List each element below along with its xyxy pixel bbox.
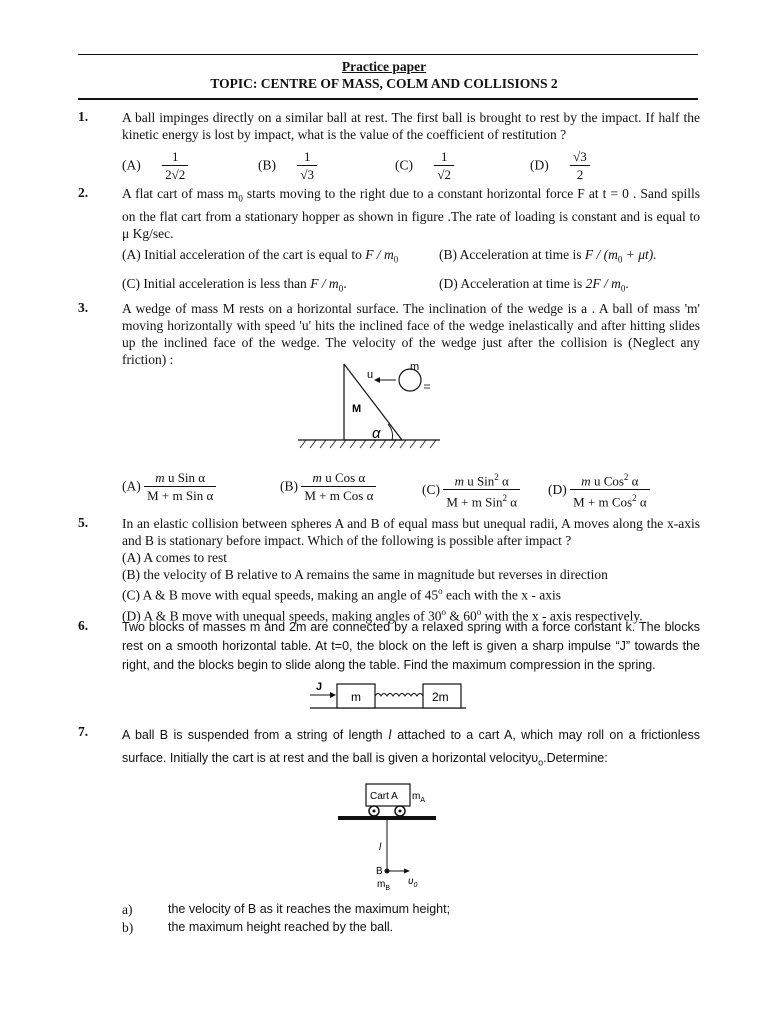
question-text: A wedge of mass M rests on a horizontal surface. The inclination of the wedge is a . A ball of mass 'm' moving horizontally with speed 'u' hits the inclined face of the wedge inelastically and after hitting slides up the inclined face of the wedge. The velocity of the wedge just after the collision is (Neglect any friction) : bbox=[122, 301, 700, 367]
question-stem: In an elastic collision between spheres A and B of equal mass but unequal radii, A moves along the x-axis and B is stationary before impact. Which of the following is possible after impact ? bbox=[122, 516, 700, 548]
text-part: A ball B is suspended from a string of length bbox=[122, 728, 383, 742]
math: α bbox=[498, 473, 509, 489]
question-number: 1. bbox=[78, 109, 89, 124]
superscript: 2 bbox=[502, 493, 507, 504]
option-c: (C) Initial acceleration is less than F / $m_0$. bbox=[122, 276, 347, 294]
option-d: (D) Acceleration at time is $2F / m_0$. bbox=[439, 276, 629, 294]
option-label: (B) bbox=[280, 478, 298, 494]
math: m bbox=[155, 470, 165, 485]
fraction-denominator: 2 bbox=[576, 167, 584, 182]
text-part: attached to a cart A, which may roll on a frictionless surface. Initially the cart is at rest and the ball is given a horizontal velocity bbox=[122, 728, 700, 765]
question-text bbox=[122, 185, 700, 242]
option-label: (A) bbox=[122, 157, 141, 173]
option-text: (B) Acceleration at time is bbox=[439, 247, 582, 262]
subscript: 0 bbox=[338, 283, 344, 294]
option-a: (A) A comes to rest bbox=[122, 550, 227, 565]
option bbox=[530, 148, 590, 183]
ball-label: B bbox=[376, 866, 383, 877]
subscript: 0 bbox=[238, 193, 243, 204]
question-number: 2. bbox=[78, 185, 89, 200]
option bbox=[548, 469, 650, 511]
impulse-label: J bbox=[316, 681, 323, 693]
math: u Cos bbox=[590, 473, 624, 489]
option-label: (C) bbox=[422, 481, 440, 497]
superscript: 2 bbox=[494, 472, 499, 482]
subscript: 0 bbox=[620, 283, 626, 294]
fraction-denominator: M + m Sin α bbox=[147, 488, 214, 503]
question-number: 6. bbox=[78, 618, 89, 633]
option-label: (C) bbox=[395, 157, 413, 173]
math: υ bbox=[531, 751, 539, 765]
fraction-numerator: 1 bbox=[434, 148, 454, 166]
subscript: o bbox=[538, 757, 544, 768]
cart-label: Cart A bbox=[370, 791, 398, 802]
math: M + m Cos bbox=[573, 494, 633, 510]
option-c bbox=[122, 583, 700, 604]
math: F / m bbox=[365, 247, 394, 262]
superscript: o bbox=[441, 606, 446, 617]
superscript: 2 bbox=[632, 493, 637, 504]
math: l bbox=[387, 728, 392, 743]
math: m bbox=[581, 473, 591, 489]
math: m bbox=[454, 473, 464, 489]
question-number: 5. bbox=[78, 515, 89, 530]
spring-diagram bbox=[306, 676, 470, 716]
math: 2F / m bbox=[585, 276, 621, 291]
text-part: each with the x - axis bbox=[442, 587, 562, 603]
math: υ bbox=[408, 876, 414, 887]
question-text bbox=[122, 515, 700, 624]
page-topic: TOPIC: CENTRE OF MASS, COLM AND COLLISIONS 2 bbox=[210, 76, 558, 91]
option-text: (D) Acceleration at time is bbox=[439, 276, 583, 291]
string-length-label: l bbox=[379, 842, 382, 853]
cart-diagram bbox=[332, 780, 442, 896]
fraction-numerator: 1 bbox=[297, 148, 317, 166]
option-text: (C) Initial acceleration is less than bbox=[122, 276, 307, 291]
question-text: Two blocks of masses m and 2m are connected by a relaxed spring with a force constant k. The blocks rest on a smooth horizontal table. At t=0, the block on the left is given a sharp impulse “J” towards the right, and the blocks begin to slide along the table. Find the maximum compression in the spring. bbox=[122, 620, 700, 672]
question-text: A ball impinges directly on a similar ball at rest. The first ball is brought to rest by the impact. If half the kinetic energy is lost by impact, what is the value of the coefficient of restitution ? bbox=[122, 110, 700, 142]
header-rule bbox=[78, 98, 698, 100]
subscript: 0 bbox=[413, 882, 418, 889]
angle-label: α bbox=[372, 425, 381, 442]
wedge-mass-label: M bbox=[352, 403, 362, 415]
option-a bbox=[122, 247, 398, 265]
option bbox=[122, 469, 216, 504]
text-part: with the x - axis respectively. bbox=[481, 608, 643, 623]
math: m bbox=[412, 791, 421, 802]
spring bbox=[375, 694, 423, 697]
math: u Cos α bbox=[321, 470, 366, 485]
ball-mass-label bbox=[377, 879, 390, 892]
math: α bbox=[636, 494, 647, 510]
math: m bbox=[377, 879, 386, 890]
option-b bbox=[439, 247, 657, 265]
fraction-denominator: √3 bbox=[300, 167, 315, 182]
math: α bbox=[506, 494, 518, 510]
text-part: A flat cart of mass m bbox=[122, 186, 239, 201]
math: + μt). bbox=[622, 247, 657, 262]
block-label: m bbox=[351, 690, 361, 704]
velocity-label: u bbox=[367, 369, 374, 381]
fraction-numerator: √3 bbox=[570, 148, 590, 166]
ball-b bbox=[385, 869, 390, 874]
math: m bbox=[312, 470, 322, 485]
part-b-text: the maximum height reached by the ball. bbox=[168, 920, 394, 934]
option bbox=[280, 469, 376, 504]
part-a-text: the velocity of B as it reaches the maximum height; bbox=[168, 902, 451, 916]
block-label: 2m bbox=[432, 690, 449, 704]
question-text bbox=[122, 724, 700, 774]
subscript: 0 bbox=[617, 254, 623, 265]
wedge-diagram bbox=[290, 358, 450, 453]
part-a-label: a) bbox=[122, 902, 133, 917]
option-label: (D) bbox=[548, 481, 567, 497]
math: M + m Sin bbox=[446, 494, 503, 510]
text-part: & 60 bbox=[445, 608, 477, 623]
option-label: (B) bbox=[258, 157, 276, 173]
fraction-denominator: 2√2 bbox=[165, 167, 186, 182]
subscript: A bbox=[420, 797, 426, 804]
part-b-label: b) bbox=[122, 920, 134, 935]
math: u Sin α bbox=[164, 470, 206, 485]
fraction-denominator: √2 bbox=[437, 167, 452, 182]
mass-label: m bbox=[410, 361, 420, 373]
question-number: 3. bbox=[78, 300, 89, 315]
option bbox=[258, 148, 317, 183]
track bbox=[338, 816, 436, 820]
superscript: o bbox=[476, 606, 482, 617]
math: u Sin bbox=[463, 473, 495, 489]
option-label: (A) bbox=[122, 478, 141, 494]
option-text: (A) Initial acceleration of the cart is equal to bbox=[122, 247, 362, 262]
fraction-denominator: M + m Cos α bbox=[304, 488, 374, 503]
option-b: (B) the velocity of B relative to A remains the same in magnitude but reverses in direction bbox=[122, 567, 608, 582]
math: F / m bbox=[310, 276, 339, 291]
math: F / (m bbox=[584, 247, 618, 262]
fraction-numerator: 1 bbox=[162, 148, 188, 166]
superscript: o bbox=[438, 586, 443, 596]
arrow-icon bbox=[374, 377, 380, 383]
superscript: 2 bbox=[623, 472, 629, 482]
top-rule bbox=[78, 54, 698, 55]
arrow-icon bbox=[404, 869, 410, 874]
math: α bbox=[628, 473, 639, 489]
text-part: (C) A & B move with equal speeds, making an angle of 45 bbox=[122, 587, 439, 603]
page-title: Practice paper bbox=[341, 59, 427, 74]
arrow-icon bbox=[330, 692, 336, 698]
question-number: 7. bbox=[78, 724, 89, 739]
velocity-label bbox=[408, 876, 418, 889]
option bbox=[122, 148, 188, 183]
text-part: (D) A & B move with unequal speeds, making angles of 30 bbox=[122, 608, 442, 623]
option bbox=[395, 148, 454, 183]
text-part: starts moving to the right due to a constant horizontal force F at t = 0 . Sand spills on the flat cart from a stationary hopper as shown in figure .The rate of loading is constant and is equal to μ Kg/sec. bbox=[122, 186, 700, 241]
option-label: (D) bbox=[530, 157, 549, 173]
text-part: .Determine: bbox=[543, 751, 608, 765]
cart-mass-label bbox=[412, 791, 425, 804]
subscript: 0 bbox=[393, 254, 399, 265]
option bbox=[422, 469, 520, 511]
subscript: B bbox=[385, 885, 391, 892]
